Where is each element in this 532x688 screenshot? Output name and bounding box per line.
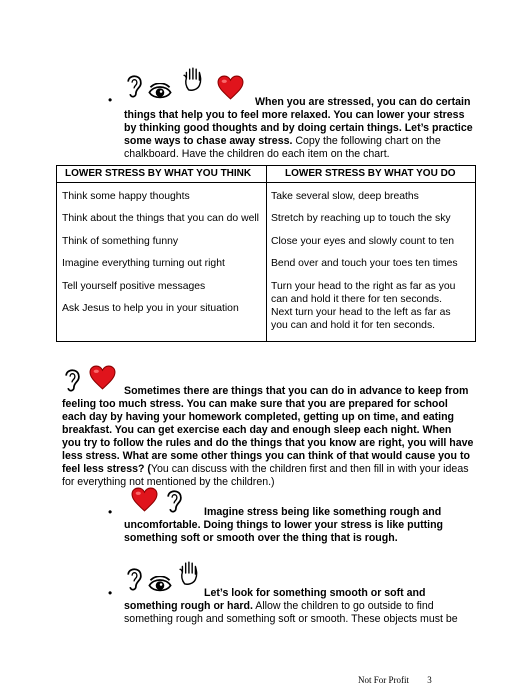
table-cell-do: Close your eyes and slowly count to ten: [271, 236, 455, 247]
bullet-marker: •: [108, 586, 113, 600]
section2-paragraph: [62, 385, 502, 489]
section2-line: Sometimes there are things that you can do in advance to keep from: [124, 385, 469, 397]
table-cell-think: Tell yourself positive messages: [62, 281, 206, 292]
section4-line: something rough and something soft or smooth. These objects must be: [124, 613, 458, 625]
section3-line: something soft or smooth over the thing that is rough.: [124, 532, 398, 544]
hand-icon: [179, 560, 201, 586]
ear-icon: [124, 72, 144, 99]
table-cell-do: Stretch by reaching up to touch the sky: [271, 213, 451, 224]
table-cell-do: Take several slow, deep breaths: [271, 191, 419, 202]
page-number: 3: [427, 675, 432, 685]
section1-line: When you are stressed, you can do certain: [255, 96, 471, 108]
table-cell-think: Think of something funny: [62, 236, 179, 247]
section2-line: breakfast. You can get exercise each day and enough sleep each night. When: [62, 424, 452, 436]
table-cell-do: you can and hold it for ten seconds.: [271, 320, 436, 331]
table-header-do: LOWER STRESS BY WHAT YOU DO: [285, 168, 456, 179]
hand-icon: [183, 66, 205, 92]
stress-chart-table: [56, 165, 476, 342]
footer-text: Not For Profit: [358, 675, 410, 685]
section1-line: chalkboard. Have the children do each item on the chart.: [124, 148, 390, 160]
table-header-think: LOWER STRESS BY WHAT YOU THINK: [65, 168, 252, 179]
table-cell-think: Think some happy thoughts: [62, 191, 190, 202]
table-cell-think: Ask Jesus to help you in your situation: [62, 303, 239, 314]
table-header-rule: [57, 182, 475, 183]
section2-line: feeling too much stress. You can make sure that you are prepared for school: [62, 398, 448, 410]
page-footer: [358, 674, 432, 687]
section2-line: each day by having your homework completed, getting up on time, and eating: [62, 411, 455, 423]
section4-line: something rough or hard. Allow the children to go outside to find: [124, 600, 434, 612]
section2-line: for everything not mentioned by the children.): [62, 476, 275, 488]
section2-line: you try to follow the rules and do the things that you know are right, you will have: [62, 437, 474, 449]
section1-paragraph: [124, 96, 484, 161]
section2-line: feel less stress? (You can discuss with the children first and then fill in with your ideas: [62, 463, 469, 475]
section2-line: less stress. What are some other things you can think of that would cause you to: [62, 450, 470, 462]
section3-line: Imagine stress being like something rough and: [204, 506, 442, 518]
bullet-marker: •: [108, 505, 113, 519]
section4-paragraph: [124, 587, 494, 626]
table-cell-think: Think about the things that you can do well: [62, 213, 259, 224]
section1-line: some ways to chase away stress. Copy the following chart on the: [124, 135, 441, 147]
table-cell-think: Imagine everything turning out right: [62, 258, 225, 269]
table-cell-do: Next turn your head to the left as far as: [271, 307, 451, 318]
section3-line: uncomfortable. Doing things to lower your stress is like putting: [124, 519, 444, 531]
table-cell-do: Turn your head to the right as far as you: [271, 281, 456, 292]
section4-line: Let’s look for something smooth or soft and: [204, 587, 426, 599]
table-cell-do: Bend over and touch your toes ten times: [271, 258, 458, 269]
section1-line: by thinking good thoughts and by doing certain things. Let’s practice: [124, 122, 473, 134]
table-divider: [266, 166, 267, 341]
table-cell-do: can and hold it there for ten seconds.: [271, 294, 442, 305]
bullet-marker: •: [108, 93, 113, 107]
section1-line: things that help you to feel more relaxed. You can lower your stress: [124, 109, 465, 121]
section3-paragraph: [124, 506, 494, 545]
